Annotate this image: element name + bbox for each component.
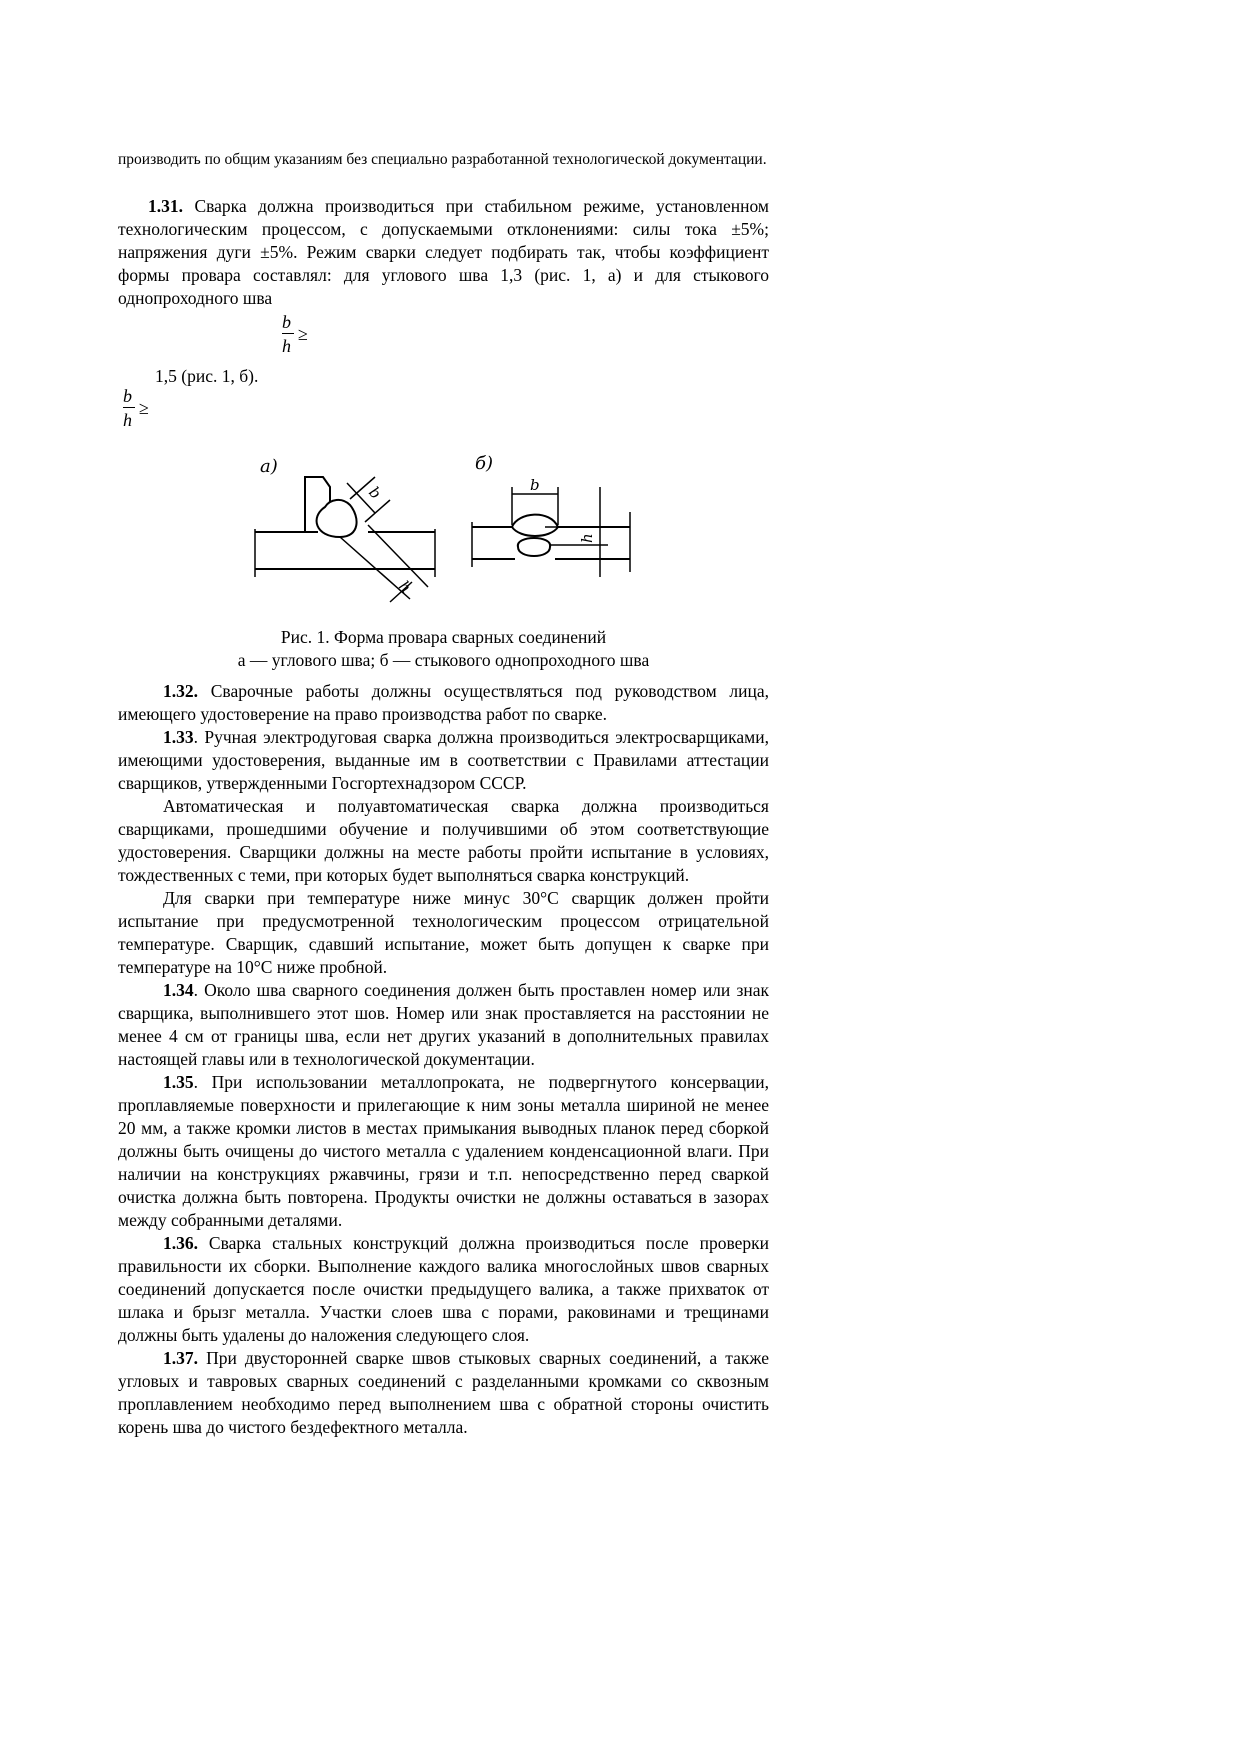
paragraph-1-32 — [118, 680, 769, 726]
fillet-weld-drawing — [255, 456, 435, 602]
paragraph-1-31 — [118, 195, 769, 310]
figure-label-a: а) — [260, 456, 278, 477]
paragraph-1-34 — [118, 979, 769, 1071]
dim-h-label-2: h — [578, 533, 596, 543]
paragraph-1-35 — [118, 1071, 769, 1232]
figure-caption-legend: а — углового шва; б — стыкового однопроходного шва — [237, 650, 650, 670]
paragraph-number: 1.36. — [163, 1233, 198, 1253]
dim-h-label: h — [395, 577, 415, 597]
figure-label-b: б) — [475, 453, 494, 474]
paragraph-number: 1.34 — [163, 980, 194, 1000]
paragraph-text: . При использовании металлопроката, не подвергнутого консервации, проплавляемые поверхности и прилегающие к ним зоны металла шириной не менее 20 мм, а также кромки листов в местах примыкания выводных планок перед сборкой должны быть очищены до чистого металла с удалением конденсационной влаги. При наличии на конструкциях ржавчины, грязи и т.п. непосредственно перед сваркой очистка должна быть повторена. Продукты очистки не должны оставаться в зазорах между собранными деталями. — [118, 1072, 769, 1230]
paragraph-text: Сварка должна производиться при стабильном режиме, установленном технологическим процессом, с допускаемыми отклонениями: силы тока ±5%; напряжения дуги ±5%. Режим сварки следует подбирать так, чтобы коэффициент формы провара составлял: для углового шва 1,3 (рис. 1, а) и для стыкового однопроходного шва — [118, 196, 769, 308]
paragraph-number: 1.37. — [163, 1348, 198, 1368]
paragraph-text: При двусторонней сварке швов стыковых сварных соединений, а также угловых и тавровых сварных соединений с разделанными кромками со сквозным проплавлением необходимо перед выполнением шва с обратной стороны очистить корень шва до чистого бездефектного металла. — [118, 1348, 769, 1437]
figure-caption-title: Рис. 1. Форма провара сварных соединений — [280, 627, 607, 647]
formula-denominator: h — [123, 410, 132, 430]
paragraph-number: 1.32. — [163, 681, 198, 701]
lead-paragraph: производить по общим указаниям без специально разработанной технологической документации. — [118, 151, 767, 168]
body-text — [118, 680, 769, 1439]
dim-b-label: b — [365, 483, 385, 503]
paragraph-text: . Ручная электродуговая сварка должна производиться электросварщиками, имеющими удостоверения, выданные им в соответствии с Правилами аттестации сварщиков, утвержденными Госгортехнадзором СССР. — [118, 727, 769, 793]
formula-relation: ≥ — [298, 324, 308, 344]
formula-relation: ≥ — [139, 398, 149, 418]
paragraph-1-33-automatic: Автоматическая и полуавтоматическая сварка должна производиться сварщиками, прошедшими обучение и получившими об этом соответствующие удостоверения. Сварщики должны на месте работы пройти испытание в условиях, тождественных с теми, при которых будет выполняться сварка конструкций. — [118, 796, 769, 885]
paragraph-1-31-tail: 1,5 (рис. 1, б). — [155, 366, 259, 386]
paragraph-1-33 — [118, 726, 769, 795]
paragraph-1-36 — [118, 1232, 769, 1347]
paragraph-number: 1.31. — [148, 196, 183, 216]
paragraph-1-37 — [118, 1347, 769, 1439]
formula-numerator: b — [282, 312, 291, 332]
paragraph-text: Сварка стальных конструкций должна производиться после проверки правильности их сборки. Выполнение каждого валика многослойных швов сварных соединений допускается после очистки предыдущего валика, а также прихваток от шлака и брызг металла. Участки слоев шва с порами, раковинами и трещинами должны быть удалены до наложения следующего слоя. — [118, 1233, 769, 1345]
paragraph-text: Сварочные работы должны осуществляться под руководством лица, имеющего удостоверение на право производства работ по сварке. — [118, 681, 769, 724]
paragraph-text: . Около шва сварного соединения должен быть проставлен номер или знак сварщика, выполнившего этот шов. Номер или знак проставляется на расстоянии не менее 4 см от границы шва, если нет других указаний в дополнительных правилах настоящей главы или в технологической документации. — [118, 980, 769, 1069]
paragraph-1-33-low-temperature: Для сварки при температуре ниже минус 30°С сварщик должен пройти испытание при предусмотренной технологическим процессом отрицательной температуре. Сварщик, сдавший испытание, может быть допущен к сварке при температуре на 10°С ниже пробной. — [118, 888, 769, 977]
paragraph-number: 1.33 — [163, 727, 194, 747]
fraction-bar — [123, 407, 135, 408]
formula-denominator: h — [282, 336, 291, 356]
dim-b-label-2: b — [530, 476, 540, 494]
fraction-bar — [282, 333, 294, 334]
formula-numerator: b — [123, 386, 132, 406]
weld-penetration-figure — [250, 447, 670, 622]
figure-caption — [118, 626, 769, 672]
butt-weld-drawing — [472, 453, 630, 577]
paragraph-number: 1.35 — [163, 1072, 194, 1092]
